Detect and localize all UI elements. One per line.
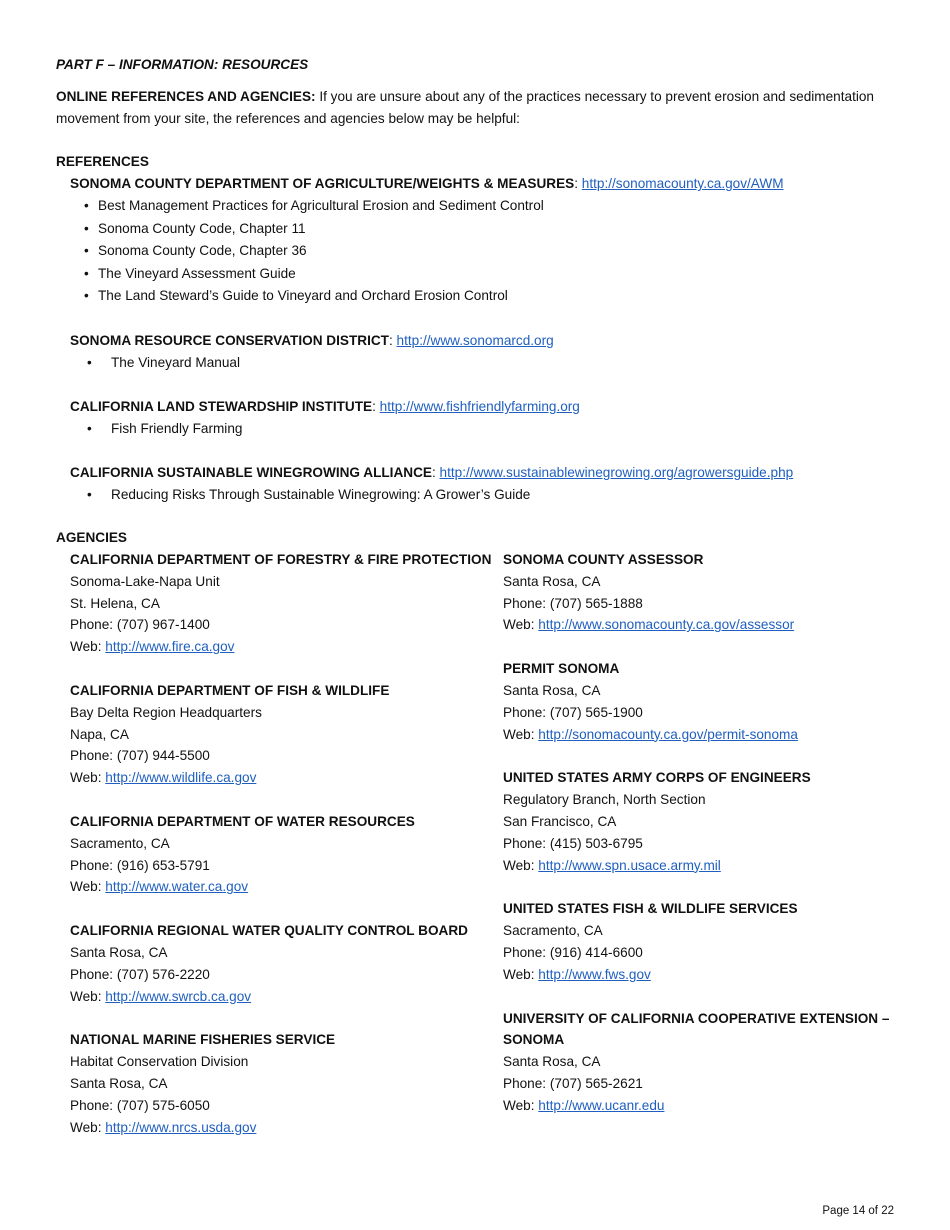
reference-list [56, 352, 896, 375]
agency-block [70, 549, 490, 658]
agency-block [70, 680, 490, 789]
agency-web [503, 964, 896, 986]
agency-block [70, 1029, 490, 1138]
agency-link[interactable]: http://www.fire.ca.gov [105, 639, 235, 655]
reference-group [56, 330, 896, 375]
reference-group-title: SONOMA RESOURCE CONSERVATION DISTRICT: http://www.sonomarcd.org [70, 333, 554, 348]
agency-location: Sacramento, CA [503, 923, 603, 939]
agency-link[interactable]: http://www.wildlife.ca.gov [105, 770, 257, 786]
agency-name: PERMIT SONOMA [503, 661, 620, 677]
agency-location: San Francisco, CA [503, 813, 617, 829]
list-item: • The Vineyard Assessment Guide [56, 263, 896, 286]
agency-block [503, 549, 896, 636]
agency-name: CALIFORNIA DEPARTMENT OF FORESTRY & FIRE PROTECTION [70, 552, 492, 567]
web-label: Web: [503, 966, 539, 982]
reference-link[interactable]: http://www.fishfriendlyfarming.org [379, 399, 580, 414]
reference-list [56, 418, 896, 441]
web-label: Web: [70, 988, 106, 1004]
agencies-right-column [503, 549, 896, 1139]
list-item: • Sonoma County Code, Chapter 36 [56, 240, 896, 263]
reference-group-title: CALIFORNIA SUSTAINABLE WINEGROWING ALLIANCE: http://www.sustainablewinegrowing.org/agrowersguide.php [70, 465, 794, 480]
reference-group-title: SONOMA COUNTY DEPARTMENT OF AGRICULTURE/WEIGHTS & MEASURES: http://sonomacounty.ca.gov/AWM [70, 176, 784, 191]
agency-location: Napa, CA [70, 726, 129, 742]
reference-link[interactable]: http://sonomacounty.ca.gov/AWM [581, 176, 784, 191]
agency-web [70, 876, 490, 898]
agency-phone: Phone: (707) 944-5500 [70, 748, 210, 764]
reference-group-title: CALIFORNIA LAND STEWARDSHIP INSTITUTE: http://www.fishfriendlyfarming.org [70, 399, 580, 414]
agency-phone: Phone: (707) 576-2220 [70, 966, 210, 982]
agency-block [70, 920, 490, 1007]
web-label: Web: [70, 770, 106, 786]
agency-link[interactable]: http://www.ucanr.edu [538, 1097, 665, 1113]
agency-web [70, 767, 490, 789]
list-item: • The Vineyard Manual [56, 352, 896, 375]
agency-name: UNITED STATES FISH & WILDLIFE SERVICES [503, 901, 798, 917]
web-label: Web: [70, 1119, 106, 1135]
agency-name: CALIFORNIA REGIONAL WATER QUALITY CONTROL BOARD [70, 923, 468, 939]
web-label: Web: [503, 726, 539, 742]
agency-name: UNITED STATES ARMY CORPS OF ENGINEERS [503, 770, 811, 786]
agency-name: SONOMA COUNTY ASSESSOR [503, 552, 704, 567]
agency-phone: Phone: (707) 565-1888 [503, 595, 643, 611]
web-label: Web: [70, 639, 106, 655]
web-label: Web: [503, 857, 539, 873]
reference-group [56, 462, 896, 507]
agency-web [70, 636, 490, 658]
part-title: PART F – INFORMATION: RESOURCES [56, 57, 309, 72]
list-item: • Best Management Practices for Agricultural Erosion and Sediment Control [56, 195, 896, 218]
agencies-left-column [70, 549, 490, 1160]
agency-block [503, 1008, 896, 1117]
web-label: Web: [503, 617, 539, 633]
agencies-heading: AGENCIES [56, 530, 128, 545]
agency-name: CALIFORNIA DEPARTMENT OF FISH & WILDLIFE [70, 682, 390, 698]
list-item: • The Land Steward’s Guide to Vineyard and Orchard Erosion Control [56, 285, 896, 308]
agency-block [70, 811, 490, 898]
agency-block [503, 658, 896, 745]
agency-link[interactable]: http://sonomacounty.ca.gov/permit-sonoma [538, 726, 798, 742]
web-label: Web: [503, 1097, 539, 1113]
reference-link[interactable]: http://www.sonomarcd.org [396, 333, 554, 348]
page-number: Page 14 of 22 [822, 1205, 894, 1217]
intro-paragraph [56, 86, 896, 130]
reference-link[interactable]: http://www.sustainablewinegrowing.org/agrowersguide.php [439, 465, 794, 480]
agency-link[interactable]: http://www.spn.usace.army.mil [538, 857, 721, 873]
agency-block [503, 767, 896, 876]
agency-detail: Sonoma-Lake-Napa Unit [70, 573, 220, 589]
agency-location: St. Helena, CA [70, 595, 160, 611]
reference-group [56, 173, 896, 308]
agency-web [503, 614, 896, 636]
agency-phone: Phone: (916) 414-6600 [503, 944, 643, 960]
agency-detail: Habitat Conservation Division [70, 1054, 249, 1070]
agency-link[interactable]: http://www.sonomacounty.ca.gov/assessor [538, 617, 795, 633]
list-item: • Sonoma County Code, Chapter 11 [56, 218, 896, 241]
agency-location: Santa Rosa, CA [70, 1075, 168, 1091]
agency-location: Santa Rosa, CA [503, 682, 601, 698]
agency-phone: Phone: (707) 565-1900 [503, 704, 643, 720]
agency-name: CALIFORNIA DEPARTMENT OF WATER RESOURCES [70, 813, 415, 829]
list-item: • Reducing Risks Through Sustainable Winegrowing: A Grower’s Guide [56, 484, 896, 507]
reference-org-name: CALIFORNIA LAND STEWARDSHIP INSTITUTE [70, 399, 373, 414]
agency-web [503, 855, 896, 877]
agency-link[interactable]: http://www.swrcb.ca.gov [105, 988, 252, 1004]
agency-web [503, 724, 896, 746]
agency-detail: Regulatory Branch, North Section [503, 792, 706, 808]
reference-group [56, 396, 896, 441]
intro-text: If you are unsure about any of the practices necessary to prevent erosion and sedimentation movement from your site, the references and agencies below may be helpful: [56, 89, 874, 126]
agency-name: NATIONAL MARINE FISHERIES SERVICE [70, 1032, 336, 1048]
list-item: • Fish Friendly Farming [56, 418, 896, 441]
web-label: Web: [70, 879, 106, 895]
agency-phone: Phone: (707) 565-2621 [503, 1075, 643, 1091]
agency-phone: Phone: (916) 653-5791 [70, 857, 210, 873]
agency-location: Santa Rosa, CA [503, 1054, 601, 1070]
agency-detail: Bay Delta Region Headquarters [70, 704, 262, 720]
reference-org-name: CALIFORNIA SUSTAINABLE WINEGROWING ALLIANCE [70, 465, 432, 480]
agency-phone: Phone: (415) 503-6795 [503, 835, 643, 851]
agency-location: Santa Rosa, CA [503, 573, 601, 589]
reference-org-name: SONOMA RESOURCE CONSERVATION DISTRICT [70, 333, 389, 348]
intro-lead: ONLINE REFERENCES AND AGENCIES: [56, 89, 316, 104]
agency-link[interactable]: http://www.water.ca.gov [105, 879, 249, 895]
agency-link[interactable]: http://www.nrcs.usda.gov [105, 1119, 257, 1135]
agency-web [503, 1095, 896, 1117]
agency-phone: Phone: (707) 967-1400 [70, 617, 210, 633]
agency-name: UNIVERSITY OF CALIFORNIA COOPERATIVE EXTENSION – SONOMA [503, 1010, 890, 1048]
agency-web [70, 1117, 490, 1139]
reference-org-name: SONOMA COUNTY DEPARTMENT OF AGRICULTURE/WEIGHTS & MEASURES [70, 176, 575, 191]
agency-link[interactable]: http://www.fws.gov [538, 966, 651, 982]
agency-web [70, 986, 490, 1008]
agency-block [503, 898, 896, 985]
agency-location: Santa Rosa, CA [70, 944, 168, 960]
references-heading: REFERENCES [56, 154, 149, 169]
reference-list [56, 195, 896, 308]
agency-phone: Phone: (707) 575-6050 [70, 1097, 210, 1113]
reference-list [56, 484, 896, 507]
agency-location: Sacramento, CA [70, 835, 170, 851]
